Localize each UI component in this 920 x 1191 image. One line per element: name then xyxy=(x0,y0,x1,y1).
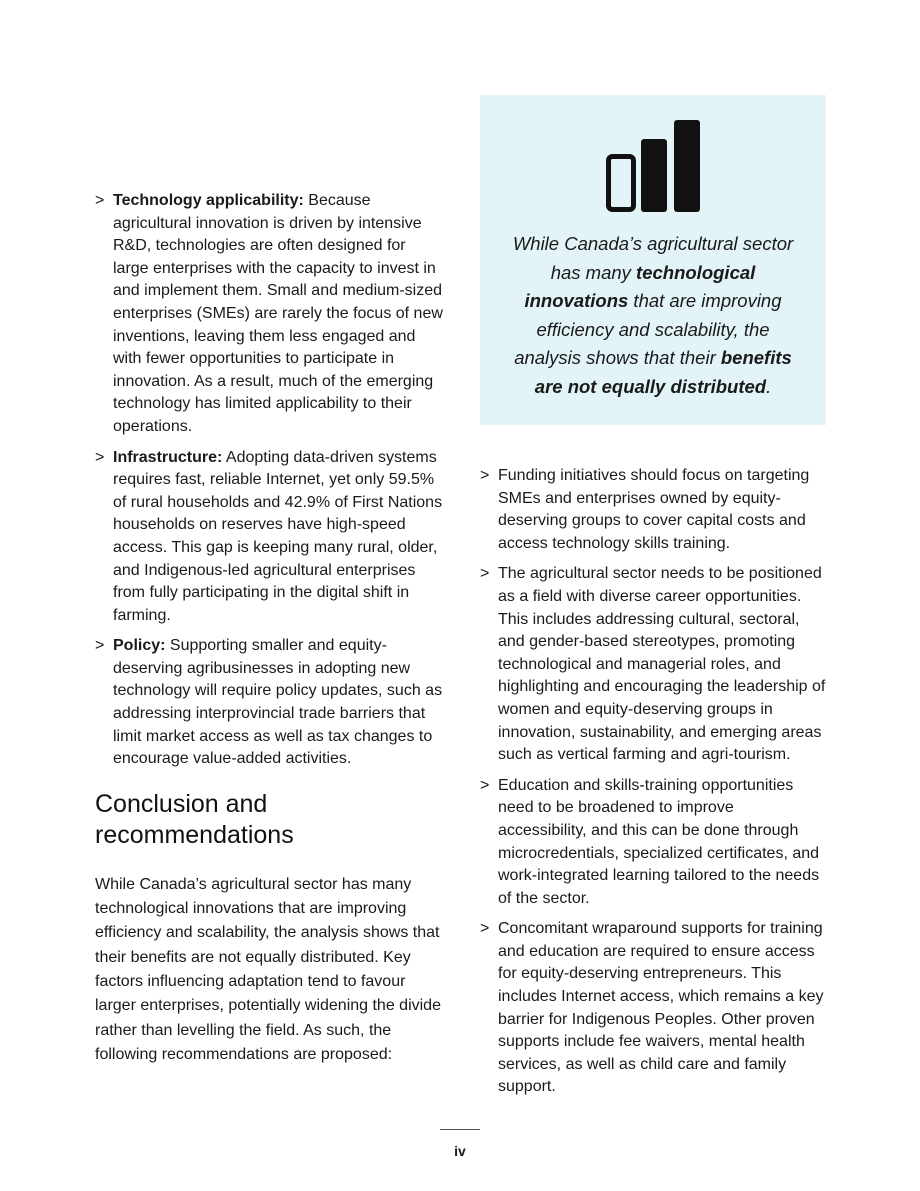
recommendation-text: The agricultural sector needs to be positioned as a field with diverse career opportunities. This includes addressing cultural, sectoral, and gender-based stereotypes, promoting technological and managerial roles, and highlighting and encouraging the leadership of women and equity-deserving groups in innovation, sustainability, and emerging areas such as vertical farming and agri-tourism. xyxy=(498,565,826,764)
left-bullet-list xyxy=(95,190,445,771)
bullet-marker: > xyxy=(480,467,490,484)
bar-chart-icon xyxy=(605,118,701,214)
bullet-heading: Infrastructure: xyxy=(113,448,223,466)
bullet-text: Supporting smaller and equity-deserving agribusinesses in adopting new technology will require policy updates, such as addressing interprovincial trade barriers that limit market access as well as tax changes to encourage value-added activities. xyxy=(113,637,443,768)
bullet-marker: > xyxy=(95,192,105,209)
recommendation-text: Education and skills-training opportunities need to be broadened to improve accessibility, and this can be done through microcredentials, specialized certificates, and work-integrated learning tailored to the needs of the sector. xyxy=(498,776,820,907)
bullet-policy xyxy=(95,635,445,771)
callout-text-3: . xyxy=(766,375,772,397)
footer-divider xyxy=(440,1129,480,1130)
bullet-marker: > xyxy=(95,637,105,655)
recommendation-item xyxy=(480,775,826,911)
bullet-heading: Technology applicability: xyxy=(113,192,304,209)
recommendations-list xyxy=(480,465,826,1099)
left-column xyxy=(95,190,445,1067)
callout-emphasis-1: technological innovations xyxy=(524,261,756,311)
page-number: iv xyxy=(454,1143,466,1159)
conclusion-paragraph: While Canada’s agricultural sector has many technological innovations that are improving efficiency and scalability, the analysis shows that their benefits are not equally distributed. Key factors influencing adaptation tend to favour larger enterprises, potentially widening the divide rather than levelling the field. As such, the following recommendations are proposed: xyxy=(95,875,441,1063)
bullet-text: Adopting data-driven systems requires fast, reliable Internet, yet only 59.5% of rural households and 42.9% of First Nations households on reserves have high-speed access. This gap is keeping many rural, older, and Indigenous-led agricultural enterprises from fully participating in the digital shift in farming. xyxy=(113,448,443,624)
callout-text-2: that are improving efficiency and scalability, the analysis shows that their xyxy=(514,290,782,368)
callout-box xyxy=(480,95,826,425)
bullet-marker: > xyxy=(480,565,490,583)
recommendation-item xyxy=(480,918,826,1099)
recommendation-item xyxy=(480,465,826,555)
callout-quote xyxy=(508,230,798,401)
recommendation-item xyxy=(480,563,826,766)
callout-emphasis-2: benefits are not equally distributed xyxy=(534,347,792,397)
recommendation-text: Concomitant wraparound supports for training and education are required to ensure access for equity-deserving entrepreneurs. This includes Internet access, which remains a key barrier for Indigenous Peoples. Other proven supports include fee waivers, mental health services, as well as child care and family support. xyxy=(498,920,824,1096)
bullet-marker: > xyxy=(480,776,490,794)
callout-text-1: While Canada’s agricultural sector has many xyxy=(512,233,794,283)
section-title: Conclusion and recommendations xyxy=(95,789,294,849)
bullet-technology-applicability xyxy=(95,190,445,439)
bullet-text: Because agricultural innovation is driven by intensive R&D, technologies are often designed for large enterprises with the capacity to invest in and implement them. Small and medium-sized enterprises (SMEs) are rarely the focus of new inventions, leaving them less engaged and with fewer opportunities to participate in innovation. As a result, much of the emerging technology has limited applicability to their operations. xyxy=(113,192,443,435)
bullet-heading: Policy: xyxy=(113,637,166,655)
right-column xyxy=(480,95,826,1107)
bullet-marker: > xyxy=(95,448,105,466)
bullet-infrastructure xyxy=(95,447,445,628)
bullet-marker: > xyxy=(480,920,490,938)
recommendation-text: Funding initiatives should focus on targeting SMEs and enterprises owned by equity-deserving groups to cover capital costs and access technology skills training. xyxy=(498,467,810,552)
